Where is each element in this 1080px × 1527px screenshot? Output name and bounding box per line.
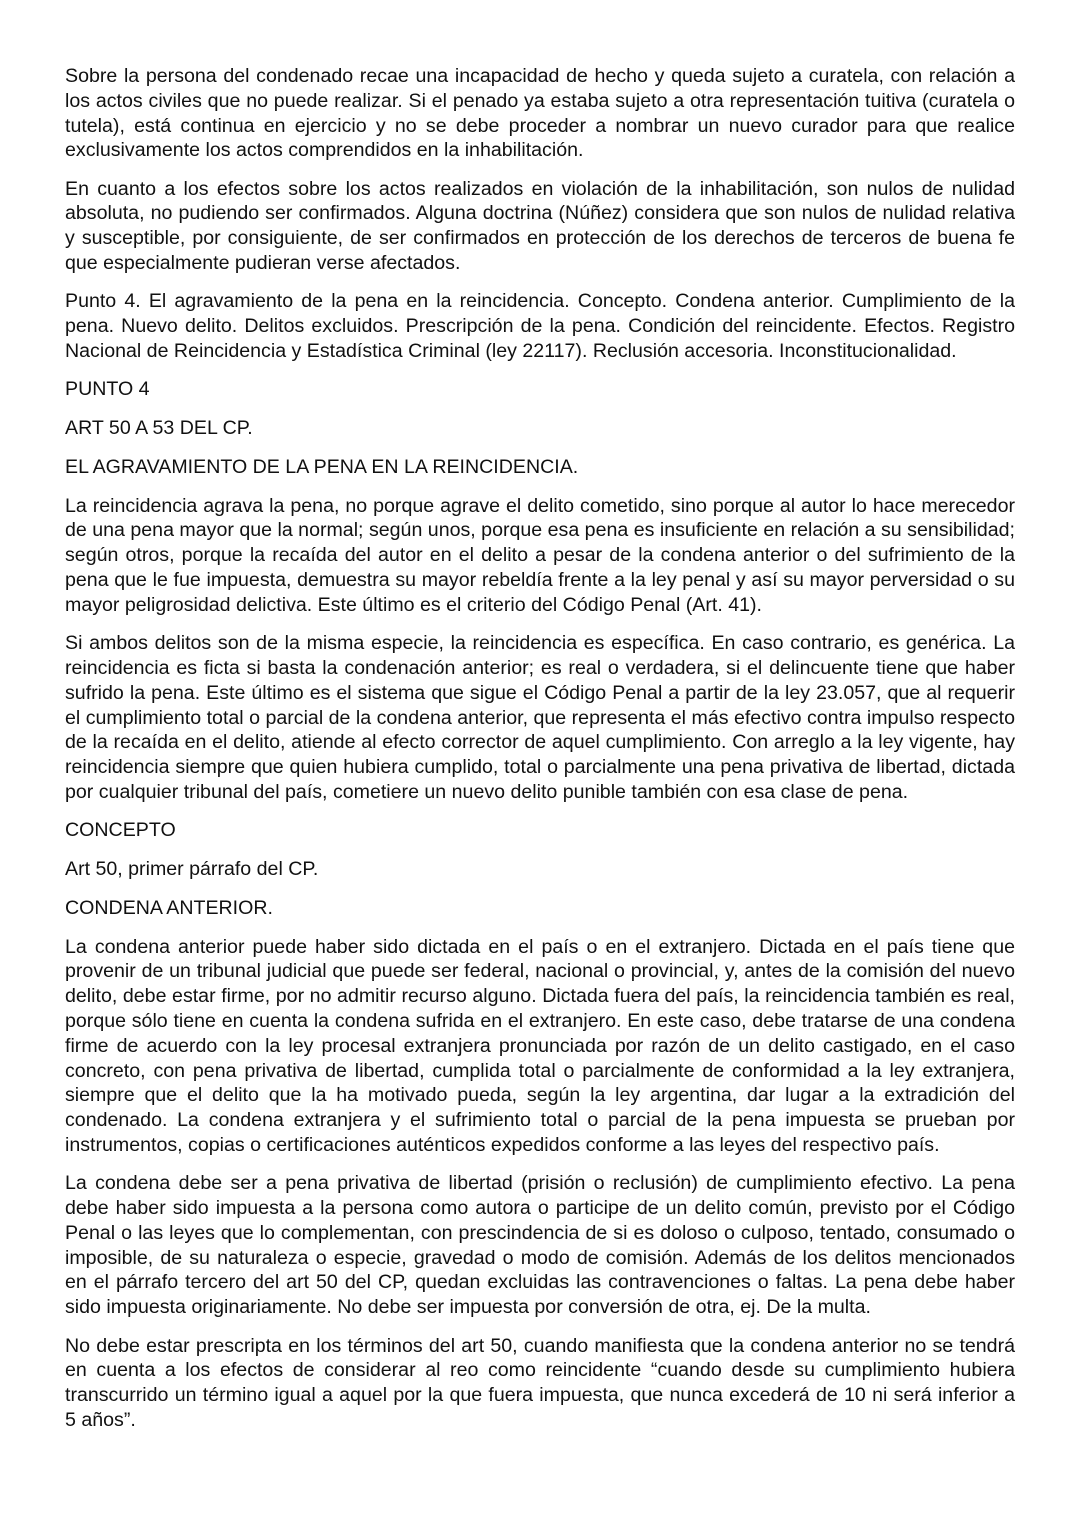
paragraph-prescripcion: No debe estar prescripta en los términos del art 50, cuando manifiesta que la condena anterior no se tendrá en cuenta a los efectos de considerar al reo como reincidente “cuando desde su cumplimiento hubiera transcurrido un término igual a aquel por la que fuera impuesta, que nunca excederá de 10 ni será inferior a 5 años”.	[65, 1334, 1015, 1431]
heading-agravamiento: EL AGRAVAMIENTO DE LA PENA EN LA REINCIDENCIA.	[65, 455, 579, 478]
paragraph-efectos-actos: En cuanto a los efectos sobre los actos realizados en violación de la inhabilitación, son nulos de nulidad absoluta, no pudiendo ser confirmados. Alguna doctrina (Núñez) considera que son nulos de nulidad relativa y susceptible, por consiguiente, de ser confirmados en protección de los derechos de terceros de buena fe que especialmente pudieran verse afectados.	[65, 177, 1015, 275]
heading-condena-anterior: CONDENA ANTERIOR.	[65, 896, 273, 919]
paragraph-punto-4-temario: Punto 4. El agravamiento de la pena en la reincidencia. Concepto. Condena anterior. Cumplimiento de la pena. Nuevo delito. Delitos excluidos. Prescripción de la pena. Condición del reincidente. Efectos. Registro Nacional de Reincidencia y Estadística Criminal (ley 22117). Reclusión accesoria. Inconstitucionalidad.	[65, 290, 1015, 362]
heading-concepto: CONCEPTO	[65, 819, 176, 842]
paragraph-condena-pais-extranjero: La condena anterior puede haber sido dictada en el país o en el extranjero. Dictada en el país tiene que provenir de un tribunal judicial que puede ser federal, nacional o provincial, y, antes de la comisión del nuevo delito, debe estar firme, por no admitir recurso alguno. Dictada fuera del país, la reincidencia también es real, porque sólo tiene en cuenta la condena sufrida en el extranjero. En este caso, debe tratarse de una condena firme de acuerdo con la ley procesal extranjera pronunciada por razón de un delito castigado, en el caso concreto, con pena privativa de libertad, cumplida total o parcialmente de conformidad a la ley extranjera, siempre que el delito que la ha motivado pueda, según la ley argentina, dar lugar a la extradición del condenado. La condena extranjera y el sufrimiento total o parcial de la pena impuesta se prueban por instrumentos, copias o certificaciones auténticos expedidos conforme a las leyes del respectivo país.	[65, 935, 1015, 1156]
paragraph-reincidencia-agrava: La reincidencia agrava la pena, no porque agrave el delito cometido, sino porque al autor lo hace merecedor de una pena mayor que la normal; según unos, porque esa pena es insuficiente en relación a su sensibilidad; según otros, porque la recaída del autor en el delito a pesar de la condena anterior o del sufrimiento de la pena que le fue impuesta, demuestra su mayor rebeldía frente a la ley penal y así su mayor perversidad o su mayor peligrosidad delictiva. Este último es el criterio del Código Penal (Art. 41).	[65, 494, 1015, 616]
paragraph-curatela: Sobre la persona del condenado recae una incapacidad de hecho y queda sujeto a curatela, con relación a los actos civiles que no puede realizar. Si el penado ya estaba sujeto a otra representación tuitiva (curatela o tutela), está continua en ejercicio y no se debe proceder a nombrar un nuevo curador para que realice exclusivamente los actos comprendidos en la inhabilitación.	[65, 65, 1015, 162]
paragraph-art-50: Art 50, primer párrafo del CP.	[65, 858, 319, 881]
heading-articulos: ART 50 A 53 DEL CP.	[65, 417, 253, 440]
paragraph-tipos-reincidencia: Si ambos delitos son de la misma especie, la reincidencia es específica. En caso contrario, es genérica. La reincidencia es ficta si basta la condenación anterior; es real o verdadera, si el delincuente tiene que haber sufrido la pena. Este último es el sistema que sigue el Código Penal a partir de la ley 23.057, que al requerir el cumplimiento total o parcial de la condena anterior, que representa el más efectivo contra impulso respecto de la recaída en el delito, atiende al efecto corrector de aquel cumplimiento. Con arreglo a la ley vigente, hay reincidencia siempre que quien hubiera cumplido, total o parcialmente una pena privativa de libertad, dictada por cualquier tribunal del país, cometiere un nuevo delito punible también con esa clase de pena.	[65, 632, 1015, 803]
heading-punto-4: PUNTO 4	[65, 378, 150, 401]
paragraph-pena-privativa: La condena debe ser a pena privativa de libertad (prisión o reclusión) de cumplimiento efectivo. La pena debe haber sido impuesta a la persona como autora o participe de un delito común, previsto por el Código Penal o las leyes que lo complementan, con prescindencia de si es doloso o culposo, tentado, consumado o imposible, de su naturaleza o especie, gravedad o modo de comisión. Además de los delitos mencionados en el párrafo tercero del art 50 del CP, quedan excluidas las contravenciones o faltas. La pena debe haber sido impuesta originariamente. No debe ser impuesta por conversión de otra, ej. De la multa.	[65, 1172, 1015, 1319]
document-page	[65, 64, 1015, 1446]
